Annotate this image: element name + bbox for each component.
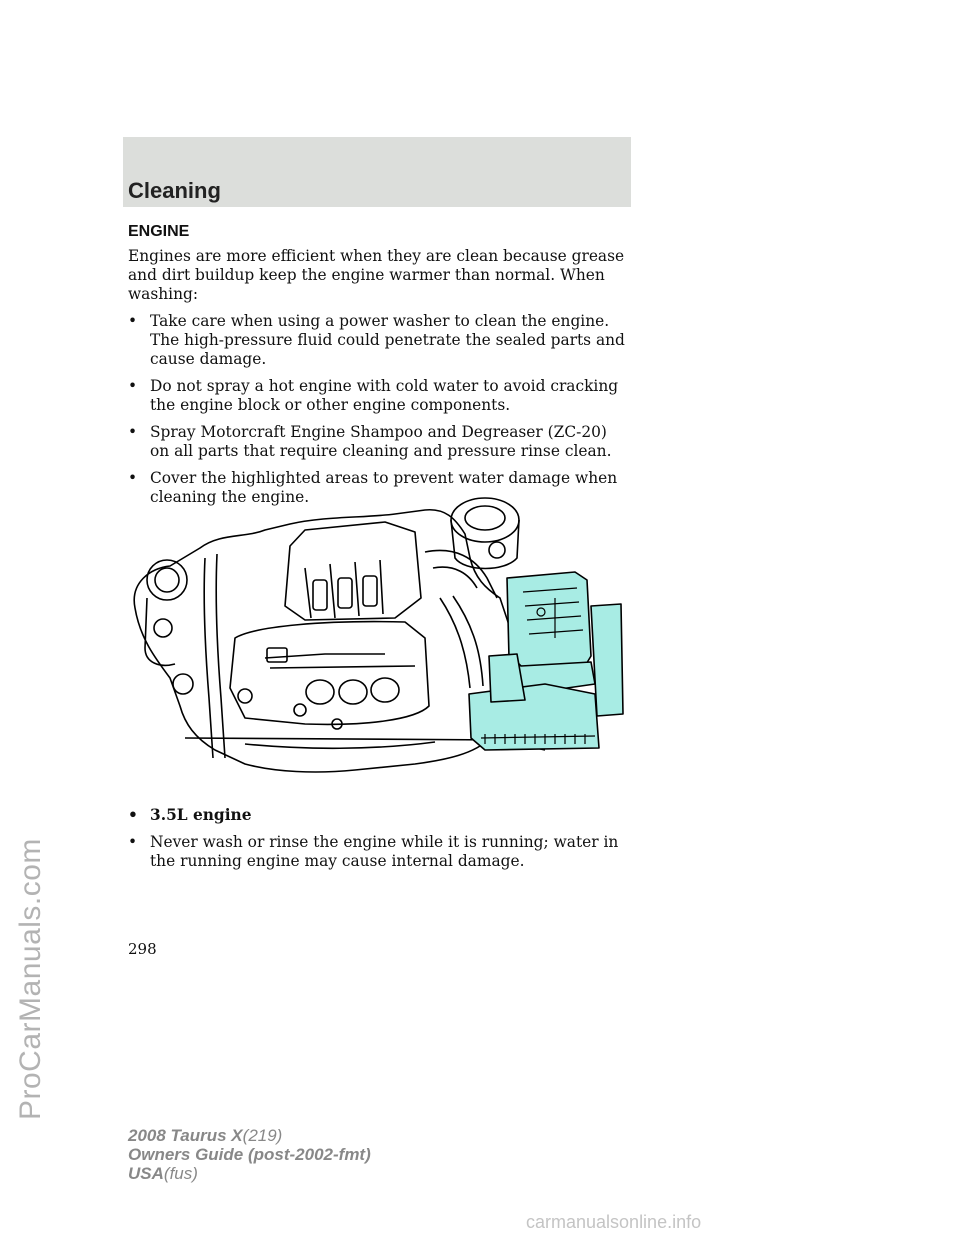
footer: 2008 Taurus X(219) Owners Guide (post-2002-fmt) USA(fus)	[128, 1126, 371, 1183]
engine-illustration	[125, 488, 635, 780]
page-number: 298	[128, 940, 157, 958]
bullet-item: • Do not spray a hot engine with cold water to avoid cracking the engine block or other engine components.	[128, 377, 619, 414]
side-watermark: ProCarManuals.com	[14, 838, 47, 1120]
bullet-icon: •	[128, 377, 138, 395]
main-content	[128, 218, 628, 515]
bullet-icon: •	[128, 833, 138, 851]
bullet-item: • Cover the highlighted areas to prevent water damage when cleaning the engine.	[128, 469, 618, 506]
section-heading: ENGINE	[128, 223, 190, 240]
bullet-item: • Take care when using a power washer to clean the engine. The high-pressure fluid could penetrate the sealed parts and cause damage.	[128, 312, 625, 368]
engine-drawing	[125, 488, 635, 780]
bullet-item: • Spray Motorcraft Engine Shampoo and Degreaser (ZC-20) on all parts that require cleaning and pressure rinse clean.	[128, 423, 612, 460]
bullet-icon: •	[128, 806, 138, 824]
bullet-icon: •	[128, 312, 138, 330]
lower-content	[128, 806, 628, 879]
bullet-item: • Never wash or rinse the engine while it is running; water in the running engine may cause internal damage.	[128, 833, 619, 870]
footer-watermark: carmanualsonline.info	[526, 1212, 702, 1232]
intro-paragraph: Engines are more efficient when they are clean because grease and dirt buildup keep the engine warmer than normal. When washing:	[128, 247, 625, 303]
figure-caption-bullet: • 3.5L engine	[128, 806, 252, 824]
page-title: Cleaning	[128, 178, 221, 203]
bullet-icon: •	[128, 423, 138, 441]
bullet-icon: •	[128, 469, 138, 487]
